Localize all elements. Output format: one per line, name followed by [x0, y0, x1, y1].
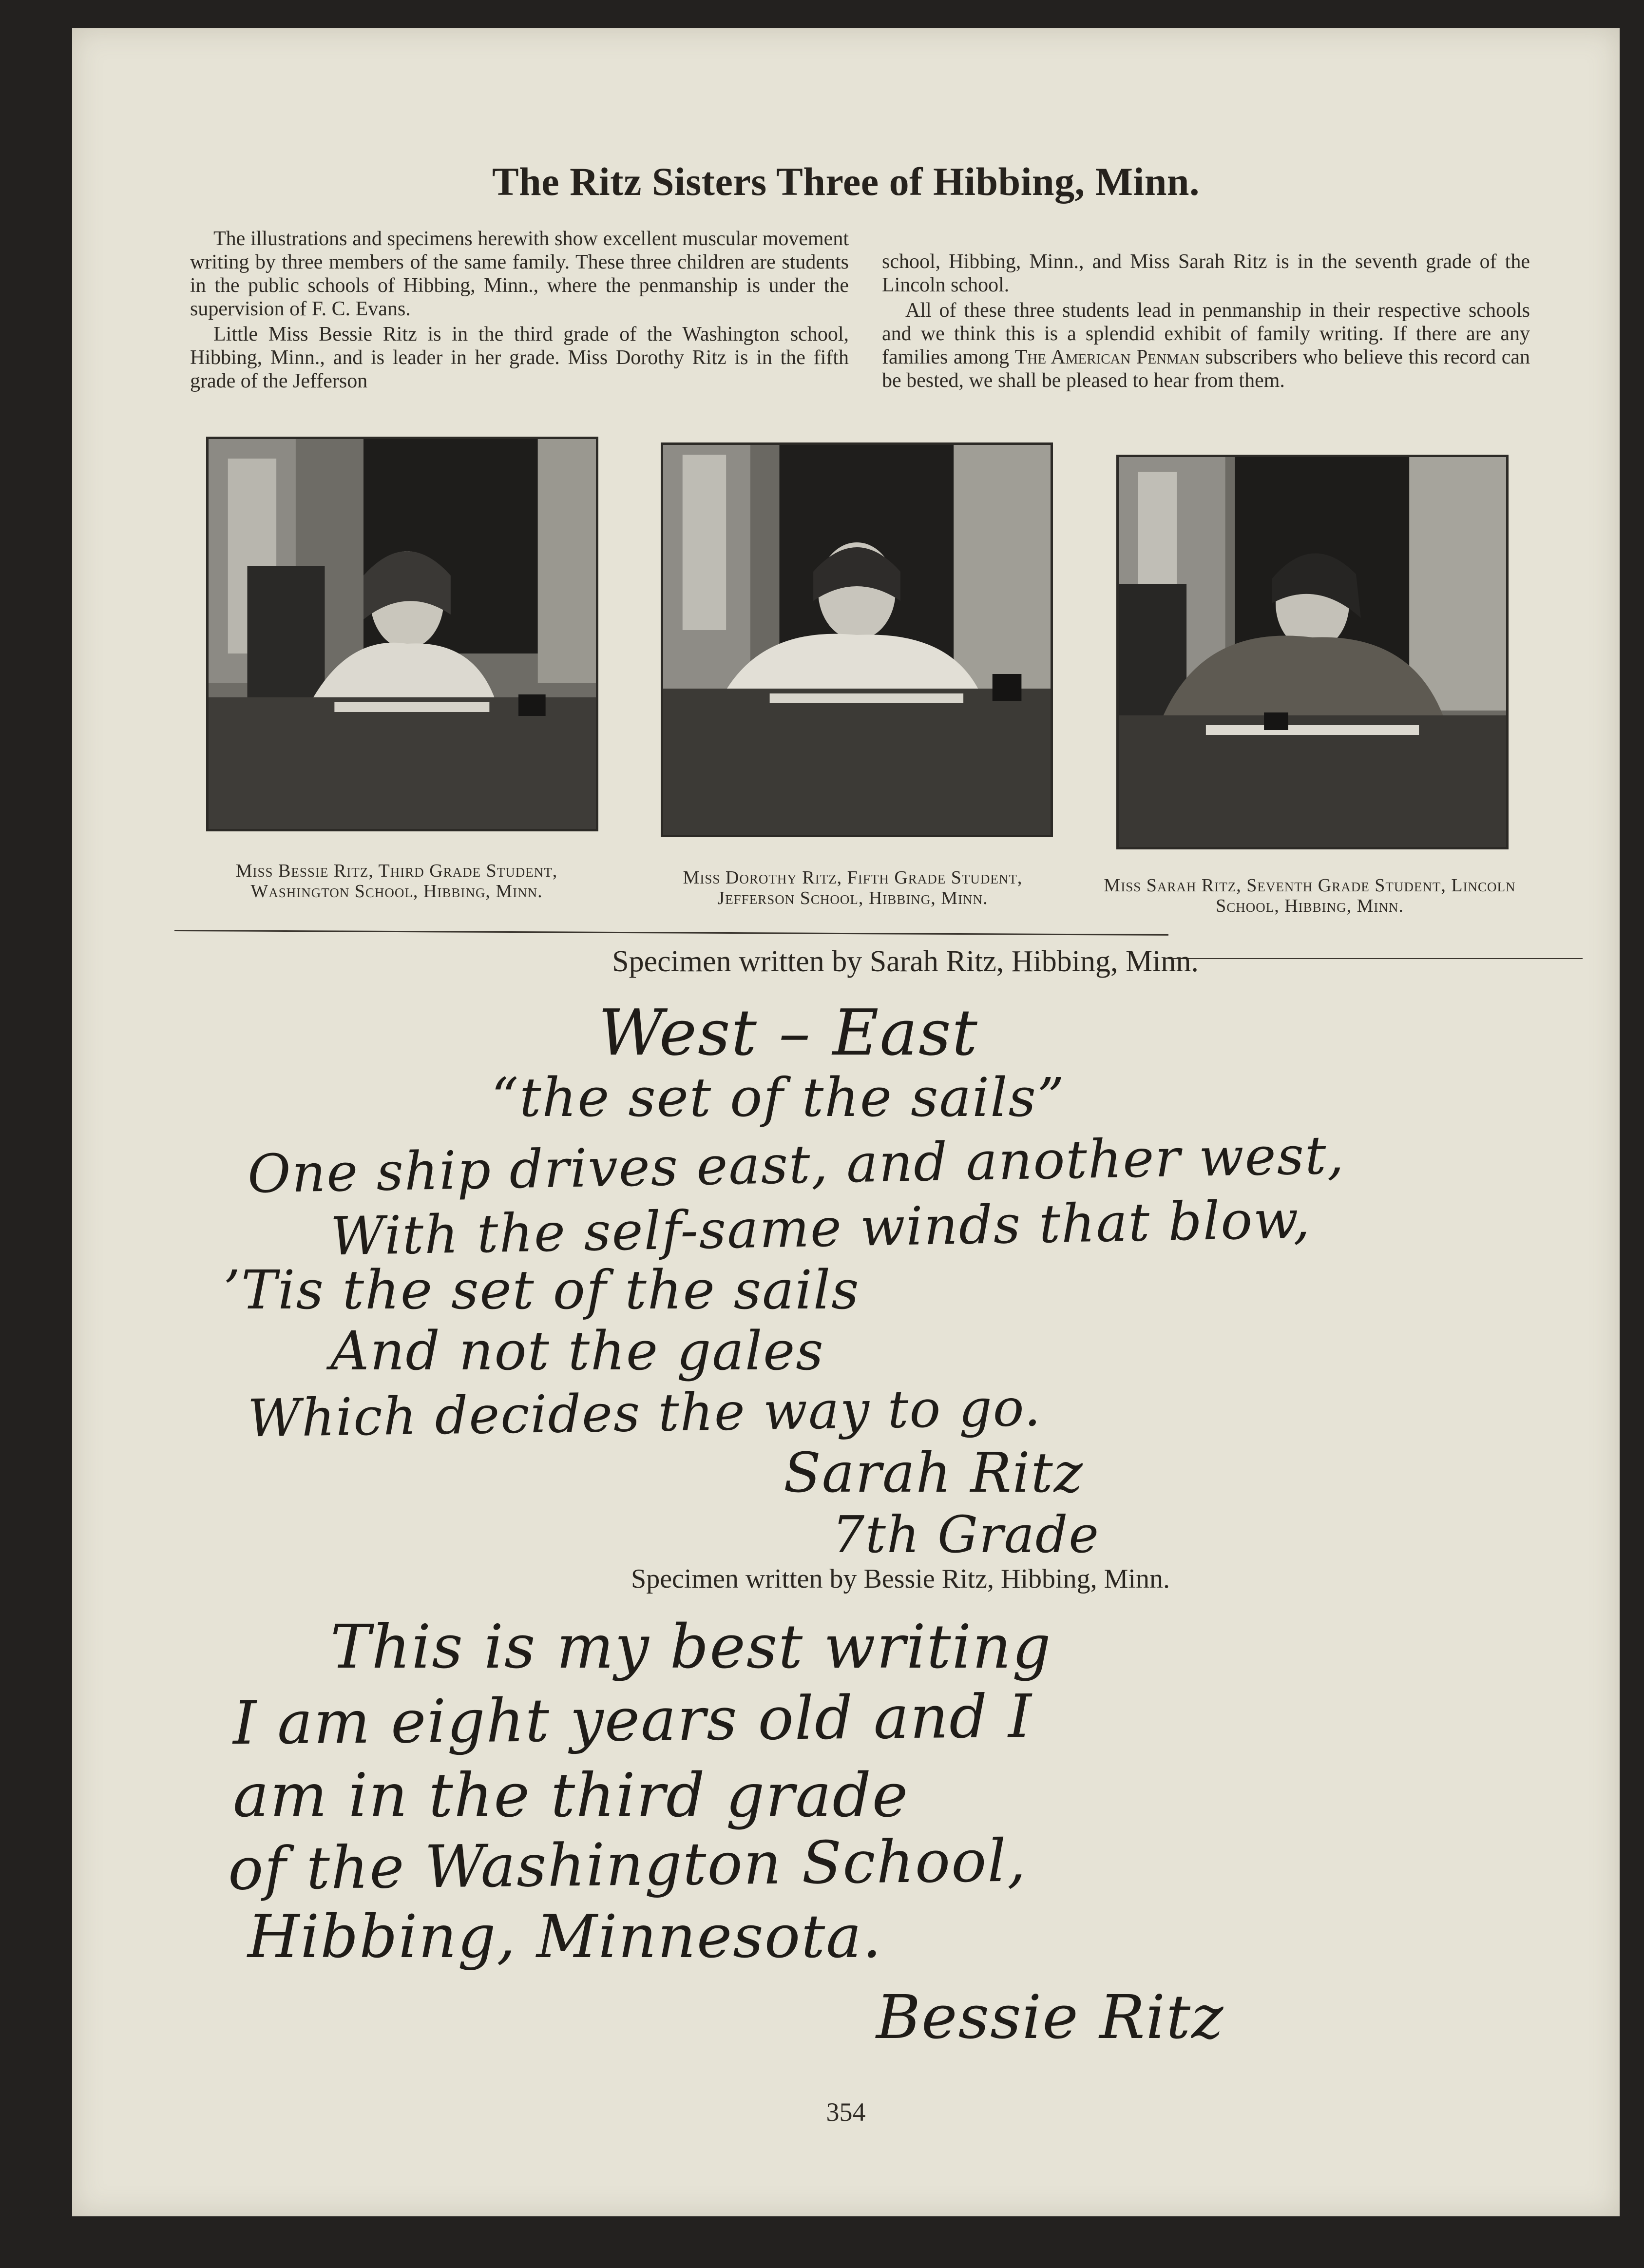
photo-caption: Miss Dorothy Ritz, Fifth Grade Student, Jefferson School, Hibbing, Minn.	[683, 867, 1023, 908]
article-column-left	[190, 227, 849, 393]
page-number: 354	[826, 2097, 866, 2127]
handwriting-line: Which decides the way to go.	[247, 1377, 1042, 1449]
handwriting-line: West – East	[598, 996, 978, 1070]
photo-sarah-ritz	[1116, 455, 1509, 849]
article-column-right	[882, 250, 1530, 392]
handwriting-line: With the self-same winds that blow,	[330, 1189, 1312, 1268]
divider	[174, 930, 1168, 936]
handwriting-line: I am eight years old and I	[232, 1681, 1033, 1758]
paragraph: Little Miss Bessie Ritz is in the third grade of the Washington school, Hibbing, Minn., and is leader in her grade. Miss Dorothy Ritz is in the fifth grade of the Jefferson	[190, 323, 849, 392]
handwriting-line: 7th Grade	[832, 1505, 1100, 1564]
handwriting-line: “the set of the sails”	[491, 1066, 1066, 1129]
handwriting-line: And not the gales	[330, 1320, 824, 1382]
photo-bessie-ritz	[206, 437, 598, 831]
specimen-heading-bessie: Specimen written by Bessie Ritz, Hibbing, Minn.	[631, 1564, 1170, 1594]
handwriting-line: One ship drives east, and another west,	[247, 1125, 1345, 1205]
paragraph: school, Hibbing, Minn., and Miss Sarah Ritz is in the seventh grade of the Lincoln school.	[882, 250, 1530, 296]
photo-caption: Miss Sarah Ritz, Seventh Grade Student, Lincoln School, Hibbing, Minn.	[1104, 875, 1516, 916]
specimen-heading-sarah: Specimen written by Sarah Ritz, Hibbing, Minn.	[612, 945, 1199, 978]
article-title: The Ritz Sisters Three of Hibbing, Minn.	[492, 159, 1200, 204]
paragraph-text: All of these three students lead in penmanship in their respective schools and we think this is a splendid exhibit of family writing. If there are any families among	[882, 299, 1530, 368]
handwriting-line: of the Washington School,	[228, 1827, 1027, 1903]
magazine-page	[72, 28, 1620, 2216]
handwriting-line: am in the third grade	[233, 1761, 909, 1831]
handwriting-signature: Sarah Ritz	[784, 1442, 1084, 1505]
photo-caption: Miss Bessie Ritz, Third Grade Student, Washington School, Hibbing, Minn.	[235, 861, 558, 902]
handwriting-signature: Bessie Ritz	[876, 1982, 1224, 2053]
handwriting-line: Hibbing, Minnesota.	[248, 1902, 882, 1971]
photo-dorothy-ritz	[661, 442, 1053, 837]
paragraph-text: subscribers who believe this record can be bested, we shall be pleased to hear from them.	[882, 346, 1530, 392]
handwriting-line: ’Tis the set of the sails	[223, 1259, 860, 1321]
journal-name: The American Penman	[1014, 346, 1200, 368]
paragraph: The illustrations and specimens herewith show excellent muscular movement writing by three members of the same family. These three children are students in the public schools of Hibbing, Minn., where the penmanship is under the supervision of F. C. Evans.	[190, 228, 849, 320]
paragraph	[882, 299, 1530, 392]
handwriting-line: This is my best writing	[330, 1612, 1052, 1682]
